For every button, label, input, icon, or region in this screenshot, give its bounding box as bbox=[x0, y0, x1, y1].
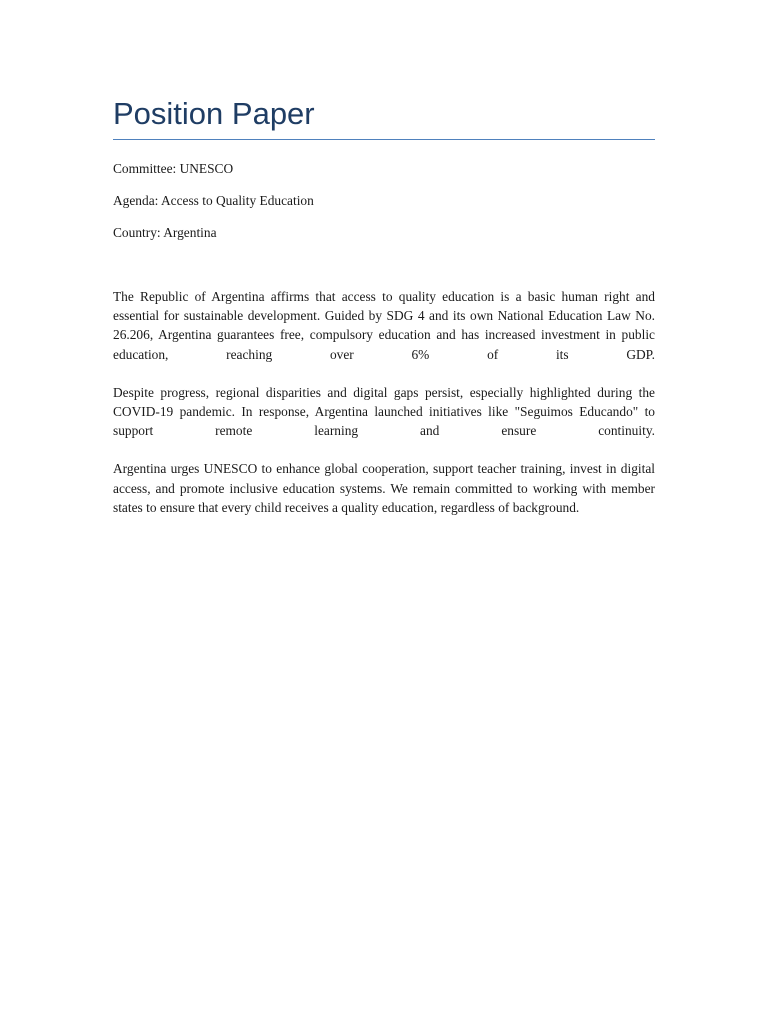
document-page bbox=[113, 92, 655, 517]
agenda-line: Agenda: Access to Quality Education bbox=[113, 193, 314, 208]
body-paragraph-challenges: Despite progress, regional disparities and digital gaps persist, especially highlighted during the COVID-19 pandemic. In response, Argentina launched initiatives like "Seguimos Educando" to support remote learning and ensure continuity. bbox=[113, 384, 655, 439]
committee-line: Committee: UNESCO bbox=[113, 161, 234, 176]
page-title: Position Paper bbox=[113, 96, 315, 131]
title-divider bbox=[113, 139, 655, 140]
body-paragraph-intro: The Republic of Argentina affirms that access to quality education is a basic human right and essential for sustainable development. Guided by SDG 4 and its own National Education Law No. 26.206, Argentina guarantees free, compulsory education and has increased investment in public education, reaching over 6% of its GDP. bbox=[113, 289, 655, 362]
country-line: Country: Argentina bbox=[113, 225, 217, 240]
body-paragraph-recommendations: Argentina urges UNESCO to enhance global cooperation, support teacher training, invest in digital access, and promote inclusive education systems. We remain committed to working with member states to ensure that every child receives a quality education, regardless of background. bbox=[113, 461, 655, 515]
